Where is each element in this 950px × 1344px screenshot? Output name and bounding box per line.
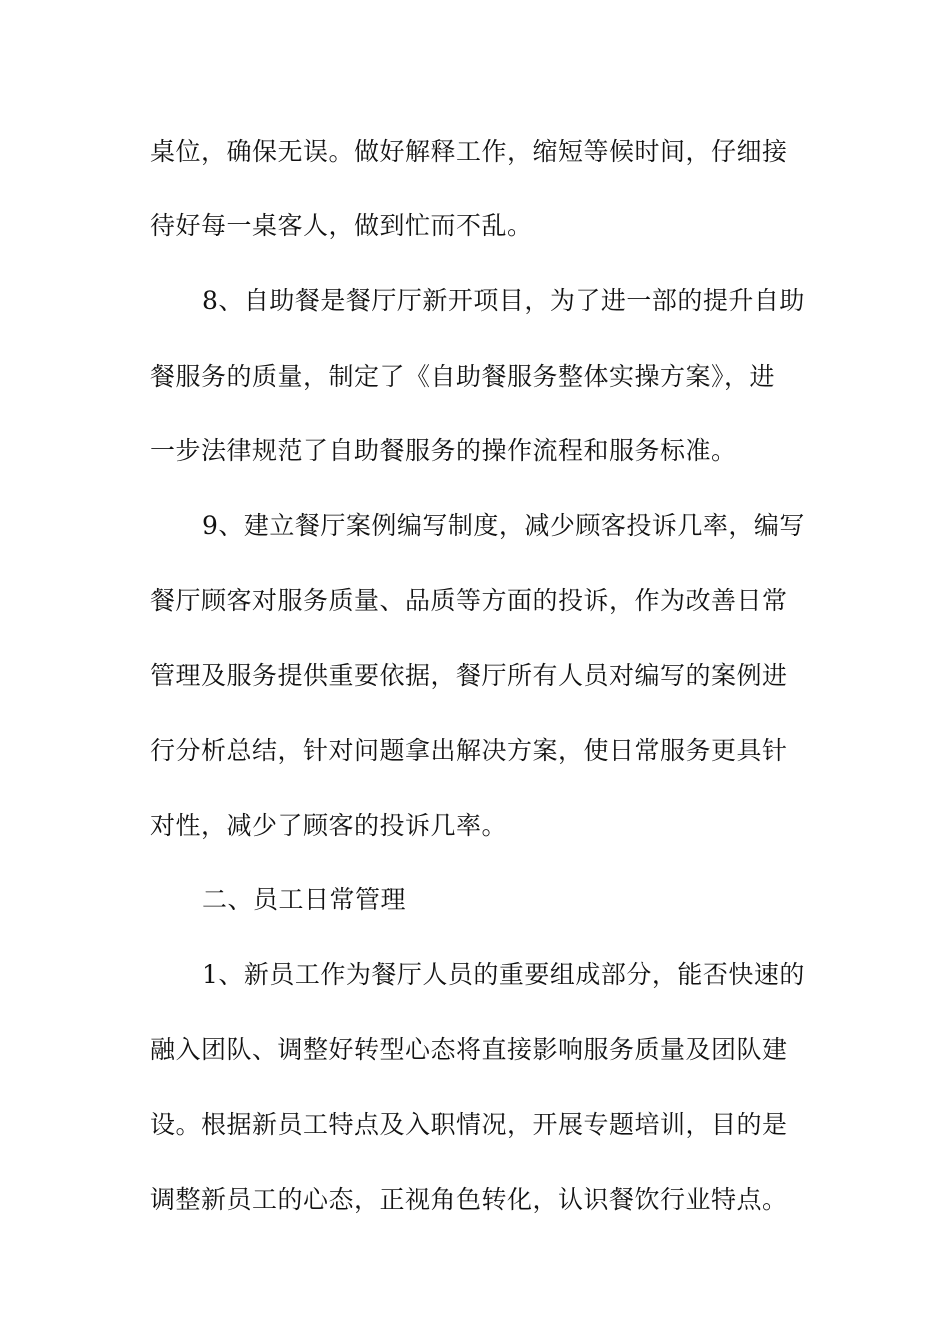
text-line-2: 待好每一桌客人，做到忙而不乱。 (150, 211, 533, 240)
text-line-9: 行分析总结，针对问题拿出解决方案，使日常服务更具针 (150, 736, 788, 765)
section-heading: 二、员工日常管理 (202, 885, 407, 914)
text-line-3: 8、自助餐是餐厅厅新开项目，为了进一部的提升自助 (202, 286, 805, 315)
text-line-5: 一步法律规范了自助餐服务的操作流程和服务标准。 (150, 436, 737, 465)
text-line-7: 餐厅顾客对服务质量、品质等方面的投诉，作为改善日常 (150, 586, 788, 615)
text-line-13: 融入团队、调整好转型心态将直接影响服务质量及团队建 (150, 1035, 788, 1064)
text-line-6: 9、建立餐厅案例编写制度，减少顾客投诉几率，编写 (202, 511, 805, 540)
text-line-15: 调整新员工的心态，正视角色转化，认识餐饮行业特点。 (150, 1185, 788, 1214)
text-line-12: 1、新员工作为餐厅人员的重要组成部分，能否快速的 (202, 960, 805, 989)
text-line-10: 对性，减少了顾客的投诉几率。 (150, 811, 508, 840)
text-line-1: 桌位，确保无误。做好解释工作，缩短等候时间，仔细接 (150, 137, 788, 166)
text-line-4: 餐服务的质量，制定了《自助餐服务整体实操方案》，进 (150, 362, 776, 391)
text-line-14: 设。根据新员工特点及入职情况，开展专题培训，目的是 (150, 1110, 788, 1139)
text-line-8: 管理及服务提供重要依据，餐厅所有人员对编写的案例进 (150, 661, 788, 690)
